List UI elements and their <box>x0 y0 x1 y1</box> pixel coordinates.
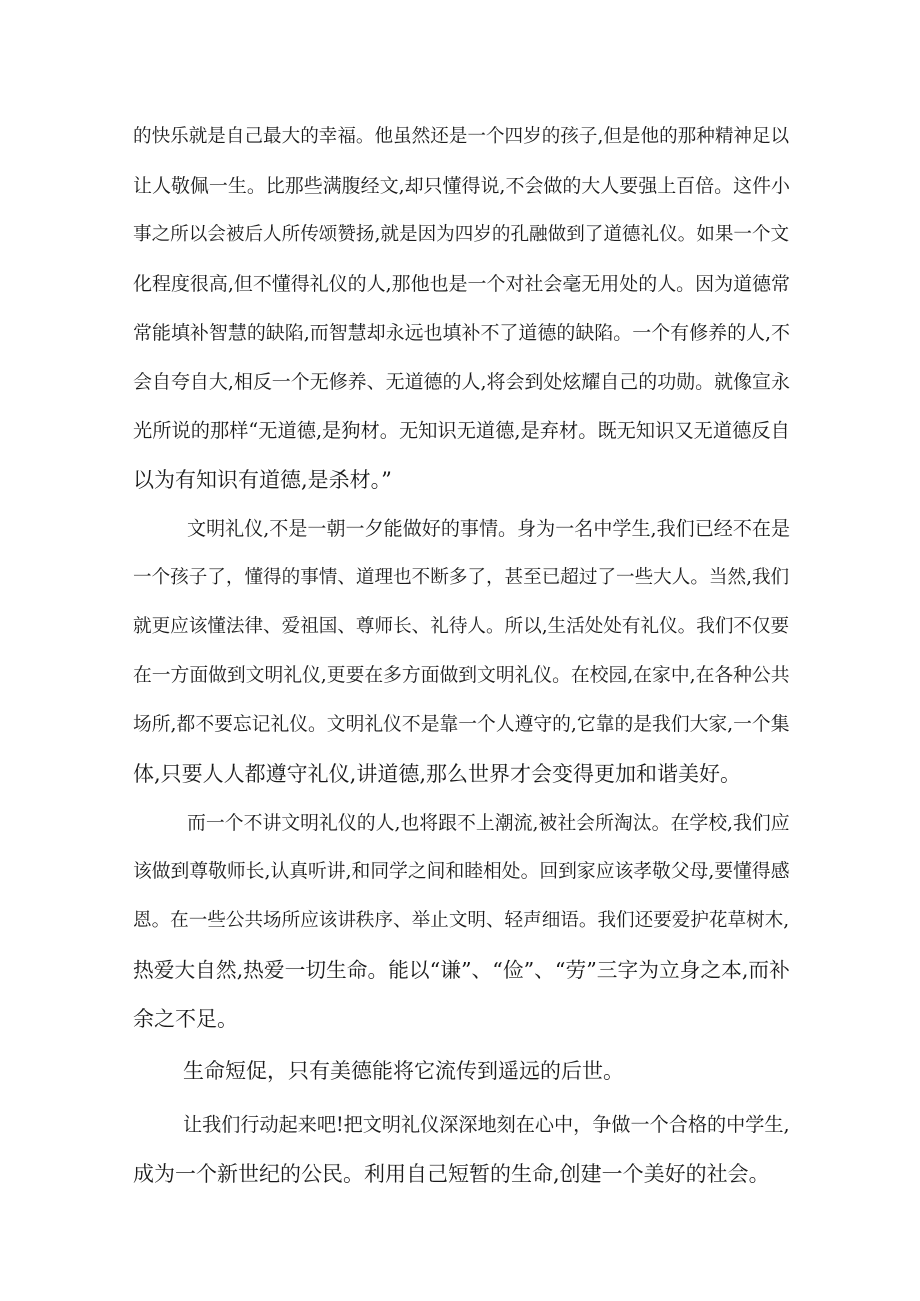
text-line: 体,只要人人都遵守礼仪,讲道德,那么世界才会变得更加和谐美好。 <box>133 762 742 786</box>
text-line: 会自夸自大,相反一个无修养、无道德的人,将会到处炫耀自己的功勋。就像宣永 <box>133 371 790 393</box>
text-line: 就更应该懂法律、爱祖国、尊师长、礼待人。所以,生活处处有礼仪。我们不仅要 <box>133 616 790 637</box>
text-line: 化程度很高,但不懂得礼仪的人,那他也是一个对社会毫无用处的人。因为道德常 <box>133 273 790 295</box>
text-line: 生命短促，只有美德能将它流传到遥远的后世。 <box>183 1059 624 1083</box>
text-line: 光所说的那样“无道德,是狗材。无知识无道德,是弃材。既无知识又无道德反自 <box>133 419 790 442</box>
text-line: 一个孩子了，懂得的事情、道理也不断多了，甚至已超过了一些大人。当然,我们 <box>133 567 790 588</box>
text-line: 该做到尊敬师长,认真听讲,和同学之间和睦相处。回到家应该孝敬父母,要懂得感 <box>133 861 790 882</box>
text-line: 余之不足。 <box>133 1007 238 1031</box>
text-line: 事之所以会被后人所传颂赞扬,就是因为四岁的孔融做到了道德礼仪。如果一个文 <box>133 224 790 245</box>
text-line: 成为一个新世纪的公民。利用自己短暂的生命,创建一个美好的社会。 <box>133 1162 770 1186</box>
text-line: 常能填补智慧的缺陷,而智慧却永远也填补不了道德的缺陷。一个有修养的人,不 <box>133 322 790 344</box>
text-line: 让人敬佩一生。比那些满腹经文,却只懂得说,不会做的大人要强上百倍。这件小 <box>133 175 790 197</box>
text-line: 让我们行动起来吧!把文明礼仪深深地刻在心中，争做一个合格的中学生, <box>183 1113 790 1136</box>
text-line: 而一个不讲文明礼仪的人,也将跟不上潮流,被社会所淘汰。在学校,我们应 <box>187 812 790 834</box>
text-line: 文明礼仪,不是一朝一夕能做好的事情。身为一名中学生,我们已经不在是 <box>187 518 791 540</box>
text-line: 恩。在一些公共场所应该讲秩序、举止文明、轻声细语。我们还要爱护花草树木, <box>133 910 790 931</box>
text-line: 的快乐就是自己最大的幸福。他虽然还是一个四岁的孩子,但是他的那种精神足以 <box>133 126 790 147</box>
text-line: 场所,都不要忘记礼仪。文明礼仪不是靠一个人遵守的,它靠的是我们大家,一个集 <box>133 714 790 735</box>
text-line: 在一方面做到文明礼仪,更要在多方面做到文明礼仪。在校园,在家中,在各种公共 <box>133 665 790 686</box>
text-line: 热爱大自然,热爱一切生命。能以“谦”、“俭”、“劳”三字为立身之本,而补 <box>133 958 790 982</box>
text-line: 以为有知识有道德,是杀材。” <box>133 468 392 492</box>
